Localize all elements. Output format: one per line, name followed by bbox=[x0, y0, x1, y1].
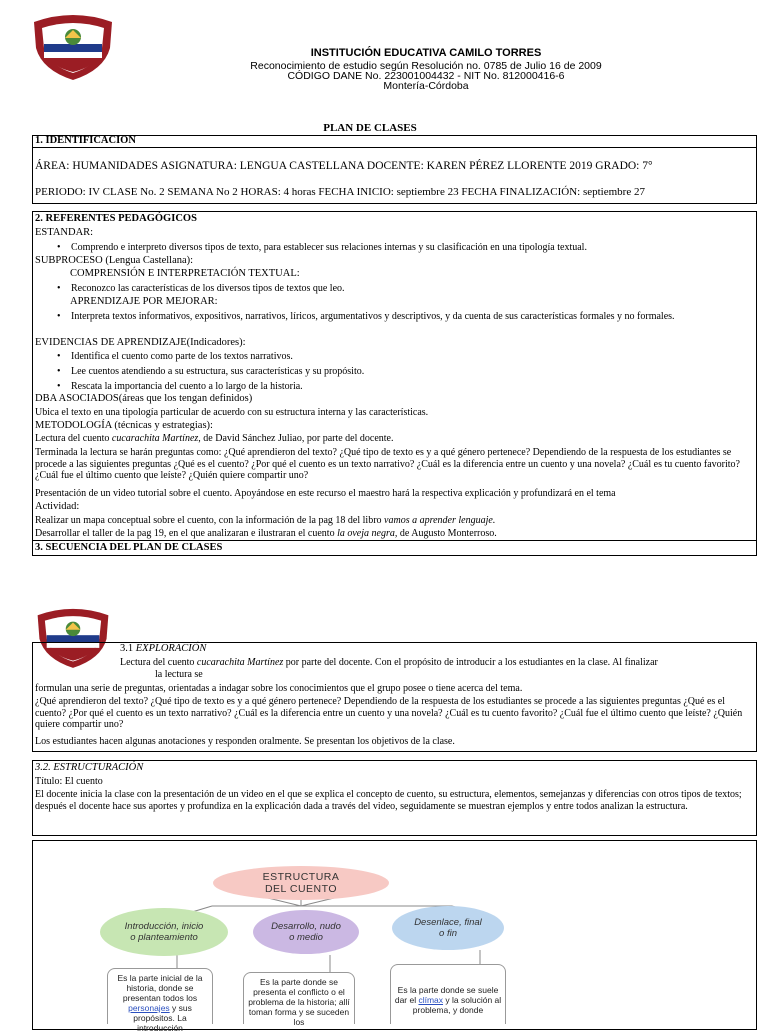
comprension-label: COMPRENSIÓN E INTERPRETACIÓN TEXTUAL: bbox=[70, 268, 300, 279]
node-label: Desarrollo, nudo o medio bbox=[271, 921, 341, 943]
text-run: por parte del docente. Con el propósito de introducir a los estudiantes en la clase. Al finalizar bbox=[283, 657, 658, 668]
exploracion-questions: ¿Qué aprendieron del texto? ¿Qué tipo de texto es y a qué género pertenece? Dependiendo de la respuesta de los estudiantes se procede a las siguientes preguntas ¿Qué es el cuento? ¿Por qué el cuento es un texto narrativo? ¿Cuál es la diferencia entre un cuento y una novela? ¿Cuál es tu cuento favorito? ¿Cuál fue el último cuento que leíste? ¿Quién quiere compartir uno? bbox=[35, 696, 743, 730]
estructuracion-heading: 3.2. ESTRUCTURACIÓN bbox=[35, 762, 144, 773]
exploracion-line-1 bbox=[120, 657, 658, 669]
identificacion-heading: 1. IDENTIFICACION bbox=[35, 135, 136, 146]
text-run: Lectura del cuento bbox=[120, 657, 197, 668]
evidencia-item: • Identifica el cuento como parte de los textos narrativos. bbox=[35, 351, 750, 363]
section-number: 3.1 bbox=[120, 643, 136, 654]
node-label: Desenlace, final o fin bbox=[414, 917, 482, 939]
text-run: Realizar un mapa conceptual sobre el cuento, con la información de la pag 18 del libro bbox=[35, 515, 385, 526]
exploracion-line-2: la lectura se bbox=[155, 669, 203, 680]
story-title: la oveja negra, bbox=[337, 528, 398, 539]
actividad-1 bbox=[35, 515, 495, 527]
subproceso-label: SUBPROCESO (Lengua Castellana): bbox=[35, 255, 194, 266]
school-crest-logo bbox=[30, 10, 116, 82]
identificacion-row-1: ÁREA: HUMANIDADES ASIGNATURA: LENGUA CASTELLANA DOCENTE: KAREN PÉREZ LLORENTE 2019 GRADO: 7° bbox=[35, 160, 653, 172]
diagram-node-desarrollo bbox=[253, 910, 359, 954]
diagram-node-desenlace bbox=[392, 906, 504, 950]
divider bbox=[32, 147, 757, 148]
dba-text: Ubica el texto en una tipología particular de acuerdo con su estructura interna y las características. bbox=[35, 407, 429, 418]
evidencia-item: • Rescata la importancia del cuento a lo largo de la historia. bbox=[35, 381, 750, 393]
header-line-2: CÓDIGO DANE No. 223001004432 - NIT No. 812000416-6 bbox=[287, 70, 565, 82]
header-line-3: Montería-Córdoba bbox=[383, 80, 469, 92]
diagram-card-desarrollo bbox=[243, 972, 355, 1027]
section-title: EXPLORACIÓN bbox=[135, 643, 207, 654]
text-run: , de David Sánchez Juliao, por parte del docente. bbox=[198, 433, 394, 444]
metodologia-questions: Terminada la lectura se harán preguntas como: ¿Qué aprendieron del texto? ¿Qué tipo de texto es y a qué género pertenece? Dependiendo de la respuesta de los estudiantes se procede a las siguientes preguntas ¿Qué es el cuento? ¿Por qué el cuento es un texto narrativo? ¿Cuál es la diferencia entre un cuento y una novela? ¿Cuál es tu cuento favorito? ¿Cuál fue el último cuento que leíste? ¿Quién quiere compartir uno? bbox=[35, 447, 740, 481]
text-run: Es la parte donde se presenta el conflicto o el problema de la historia; allí toman forma y se suceden los bbox=[248, 977, 350, 1027]
text-run: y sus propósitos. La introducción bbox=[133, 1003, 192, 1033]
root-label: ESTRUCTURA DEL CUENTO bbox=[262, 871, 340, 895]
text-run: Desarrollar el taller de la pag 19, en el que analizaran e ilustraran el cuento bbox=[35, 528, 338, 539]
comprension-list bbox=[35, 283, 750, 295]
estructuracion-text: El docente inicia la clase con la presentación de un video en el que se explica el concepto de cuento, su estructura, elementos, semejanzas y diferencias con otros tipos de textos; después el docente hace sus aportes y profundiza en la explicación dada a través del video, seguidamente se muestran ejemplos y entre todos analizan la estructura. bbox=[35, 789, 742, 812]
text-run: y la solución al problema, y donde bbox=[412, 995, 502, 1015]
personajes-link[interactable]: personajes bbox=[128, 1003, 170, 1013]
dba-label: DBA ASOCIADOS(áreas que los tengan definidos) bbox=[35, 393, 253, 404]
diagram-card-desenlace bbox=[390, 964, 506, 1024]
climax-link[interactable]: clímax bbox=[418, 995, 444, 1005]
text-run: Es la parte inicial de la historia, donde se presentan todos los bbox=[117, 973, 203, 1003]
text-run: Es la parte donde se suele dar el bbox=[394, 985, 499, 1005]
estructuracion-titulo: Título: El cuento bbox=[35, 776, 103, 787]
book-title: vamos a aprender lenguaje. bbox=[384, 515, 496, 526]
estandar-label: ESTANDAR: bbox=[35, 227, 94, 238]
header-line-1: Reconocimiento de estudio según Resolución no. 0785 de Julio 16 de 2009 bbox=[250, 60, 602, 72]
diagram-node-introduccion bbox=[100, 908, 228, 956]
diagram-root-node bbox=[213, 866, 389, 900]
document-title: PLAN DE CLASES bbox=[323, 122, 417, 134]
diagram-card-introduccion bbox=[107, 968, 213, 1033]
exploracion-line-3: formulan una serie de preguntas, orientadas a indagar sobre los conocimientos que el grupo posee o tiene acerca del tema. bbox=[35, 683, 523, 694]
text-run: de Augusto Monterroso. bbox=[397, 528, 497, 539]
comprension-item: • Reconozco las características de los diversos tipos de textos que leo. bbox=[35, 283, 750, 295]
secuencia-heading: 3. SECUENCIA DEL PLAN DE CLASES bbox=[35, 542, 223, 553]
evidencia-item: • Lee cuentos atendiendo a su estructura, sus características y su propósito. bbox=[35, 366, 750, 378]
identificacion-row-2: PERIODO: IV CLASE No. 2 SEMANA No 2 HORAS: 4 horas FECHA INICIO: septiembre 23 FECHA FINALIZACIÓN: septiembre 27 bbox=[35, 186, 645, 198]
metodologia-line-1 bbox=[35, 433, 394, 445]
evidencias-list bbox=[35, 351, 750, 393]
estandar-list bbox=[35, 242, 750, 254]
institution-name: INSTITUCIÓN EDUCATIVA CAMILO TORRES bbox=[310, 47, 542, 59]
story-title: cucarachita Martínez bbox=[196, 657, 284, 668]
metodologia-video: Presentación de un video tutorial sobre el cuento. Apoyándose en este recurso el maestro hará la respectiva explicación y profundizará en el tema bbox=[35, 488, 616, 499]
text-run: Lectura del cuento bbox=[35, 433, 112, 444]
evidencias-label: EVIDENCIAS DE APRENDIZAJE(Indicadores): bbox=[35, 337, 246, 348]
node-label: Introducción, inicio o planteamiento bbox=[124, 921, 204, 943]
story-title: cucarachita Martínez bbox=[111, 433, 199, 444]
aprendizaje-label: APRENDIZAJE POR MEJORAR: bbox=[70, 296, 218, 307]
referentes-heading: 2. REFERENTES PEDAGÓGICOS bbox=[35, 213, 197, 224]
metodologia-label: METODOLOGÍA (técnicas y estrategias): bbox=[35, 420, 213, 431]
estandar-item: • Comprendo e interpreto diversos tipos de texto, para establecer sus relaciones internas y su clasificación en una tipología textual. bbox=[35, 242, 750, 254]
aprendizaje-list bbox=[35, 311, 735, 323]
exploracion-closing: Los estudiantes hacen algunas anotaciones y responden oralmente. Se presentan los objetivos de la clase. bbox=[35, 736, 455, 747]
divider bbox=[32, 540, 757, 541]
actividad-2 bbox=[35, 528, 497, 540]
actividad-label: Actividad: bbox=[35, 501, 80, 512]
exploracion-heading bbox=[120, 643, 206, 655]
aprendizaje-item: • Interpreta textos informativos, expositivos, narrativos, líricos, argumentativos y descriptivos, y da cuenta de sus características formales y no formales. bbox=[35, 311, 735, 323]
